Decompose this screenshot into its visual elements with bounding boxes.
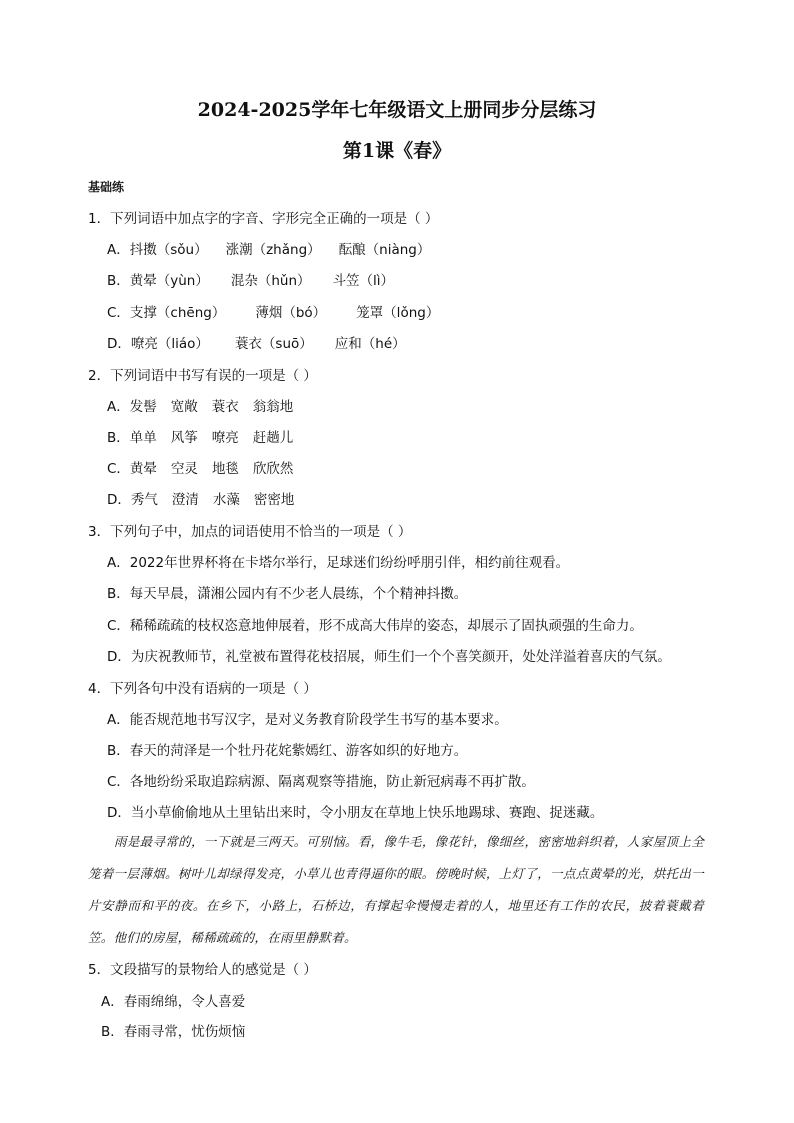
option-part: C．支撑（chēng） xyxy=(107,305,226,321)
option-part: 风筝 xyxy=(170,430,198,446)
question-5-option-b: B．春雨寻常，忧伤烦恼 xyxy=(101,1024,246,1040)
question-4-option-d: D．当小草偷偷地从土里钻出来时，令小朋友在草地上快乐地踢球、赛跑、捉迷藏。 xyxy=(107,805,604,821)
question-3-stem: 3．下列句子中，加点的词语使用不恰当的一项是（ ） xyxy=(88,524,412,540)
option-part: A．抖擞（sǒu） xyxy=(107,242,208,258)
option-part: 澄清 xyxy=(171,492,199,508)
question-1-stem: 1．下列词语中加点字的字音、字形完全正确的一项是（ ） xyxy=(88,211,439,227)
question-1-option-a xyxy=(107,238,430,258)
passage-text: 雨是最寻常的，一下就是三两天。可别恼。看，像牛毛，像花针，像细丝，密密地斜织着，人家屋顶上全笼着一层薄烟。树叶儿却绿得发亮，小草儿也青得逼你的眼。傍晚时候，上灯了，一点点黄晕的光，烘托出一片安静而和平的夜。在乡下，小路上，石桥边，有撑起伞慢慢走着的人，地里还有工作的农民，披着蓑戴着笠。他们的房屋，稀稀疏疏的，在雨里静默着。 xyxy=(88,834,704,945)
option-part: B．单单 xyxy=(107,430,157,446)
option-part: 水藻 xyxy=(212,492,240,508)
question-5-stem: 5．文段描写的景物给人的感觉是（ ） xyxy=(88,962,317,978)
question-2-option-a xyxy=(107,395,293,415)
option-part: 宽敞 xyxy=(170,399,198,415)
option-part: 斗笠（lì） xyxy=(332,273,395,289)
question-3-option-c: C．稀稀疏疏的枝权恣意地伸展着，形不成高大伟岸的姿态，却展示了固执顽强的生命力。 xyxy=(107,618,643,634)
option-part: 蓑衣（suō） xyxy=(234,336,313,352)
option-part: 嘹亮 xyxy=(211,430,239,446)
option-part: 笼罩（lǒng） xyxy=(356,305,440,321)
option-part: 密密地 xyxy=(253,492,295,508)
question-2-stem: 2．下列词语中书写有误的一项是（ ） xyxy=(88,368,317,384)
option-part: 混杂（hǔn） xyxy=(230,273,311,289)
option-part: C．黄晕 xyxy=(107,461,157,477)
question-3-option-d: D．为庆祝教师节，礼堂被布置得花枝招展，师生们一个个喜笑颜开，处处洋溢着喜庆的气氛。 xyxy=(107,649,671,665)
question-4-option-c: C．各地纷纷采取追踪病源、隔离观察等措施，防止新冠病毒不再扩散。 xyxy=(107,774,535,790)
question-4-option-a: A．能否规范地书写汉字，是对义务教育阶段学生书写的基本要求。 xyxy=(107,712,508,728)
option-part: 空灵 xyxy=(170,461,198,477)
question-5-option-a: A．春雨绵绵，令人喜爱 xyxy=(101,994,246,1010)
option-part: 蓑衣 xyxy=(211,399,239,415)
option-part: 应和（hé） xyxy=(334,336,406,352)
option-part: 翁翁地 xyxy=(252,399,294,415)
question-2-option-b xyxy=(107,426,293,446)
option-part: 薄烟（bó） xyxy=(255,305,327,321)
option-part: B．黄晕（yùn） xyxy=(107,273,209,289)
option-part: D．嘹亮（liáo） xyxy=(107,336,209,352)
question-4-stem: 4．下列各句中没有语病的一项是（ ） xyxy=(88,681,317,697)
option-part: 赶趟儿 xyxy=(252,430,294,446)
question-1-option-b xyxy=(107,269,394,289)
question-3-option-a: A．2022年世界杯将在卡塔尔举行，足球迷们纷纷呼朋引伴，相约前往观看。 xyxy=(107,555,570,571)
question-2-option-d xyxy=(107,488,294,508)
reading-passage xyxy=(88,826,704,954)
option-part: 涨潮（zhǎng） xyxy=(225,242,321,258)
option-part: 欣欣然 xyxy=(252,461,294,477)
option-part: D．秀气 xyxy=(107,492,158,508)
section-label: 基础练 xyxy=(88,180,125,194)
question-1-option-c xyxy=(107,301,439,321)
option-part: A．发髻 xyxy=(107,399,157,415)
option-part: 酝酿（niàng） xyxy=(338,242,431,258)
question-3-option-b: B．每天早晨，潇湘公园内有不少老人晨练，个个精神抖擞。 xyxy=(107,586,468,602)
question-1-option-d xyxy=(107,332,406,352)
page-title: 2024-2025学年七年级语文上册同步分层练习 xyxy=(197,99,597,121)
lesson-subtitle: 第1课《春》 xyxy=(342,140,452,162)
question-2-option-c xyxy=(107,457,293,477)
option-part: 地毯 xyxy=(211,461,239,477)
question-4-option-b: B．春天的菏泽是一个牡丹花姹紫嫣红、游客如织的好地方。 xyxy=(107,743,468,759)
